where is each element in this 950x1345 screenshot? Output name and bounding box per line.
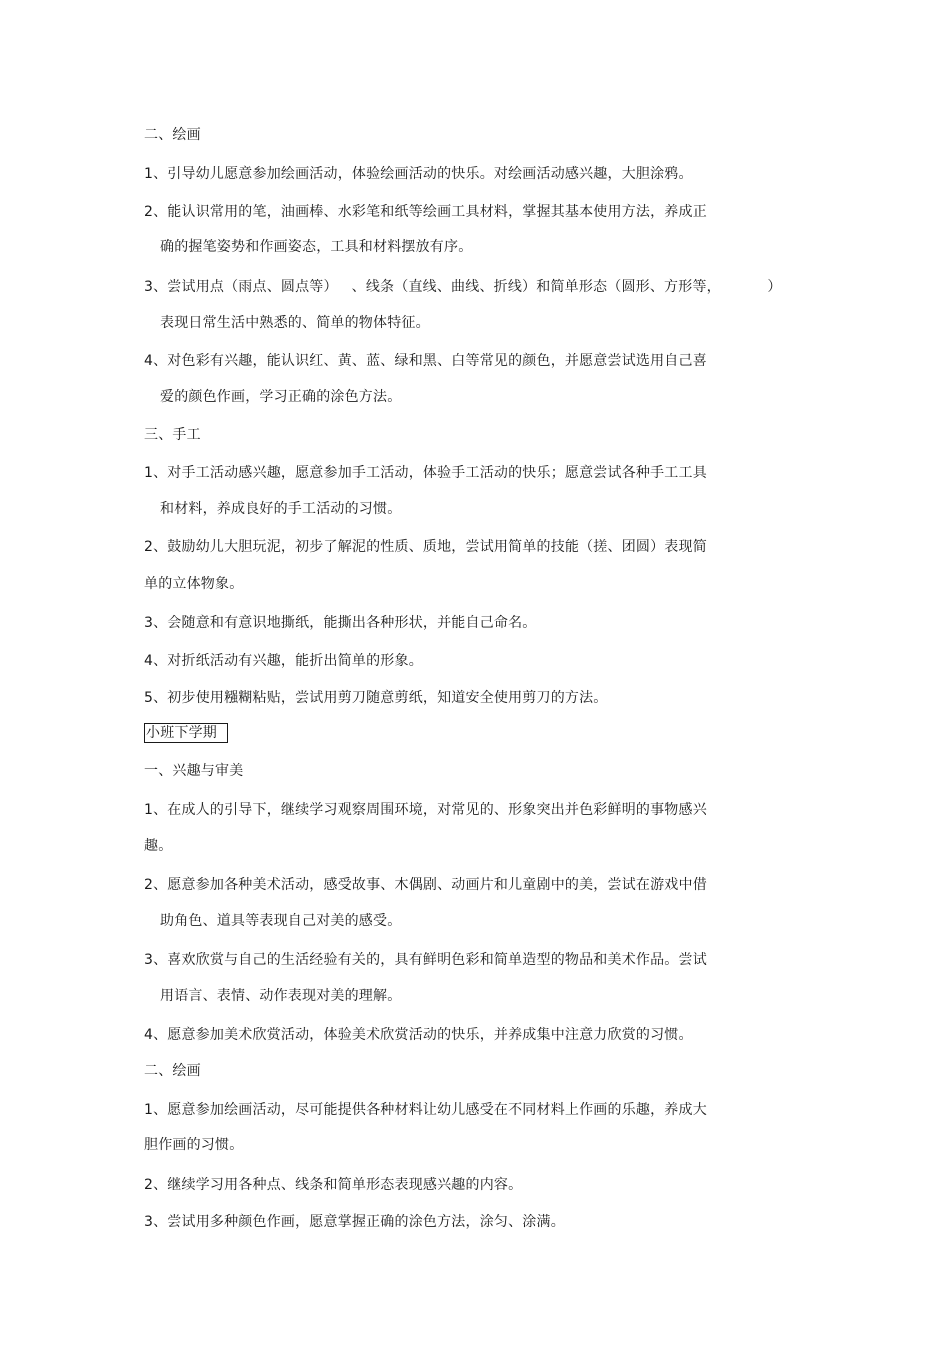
paragraph-line: 4、对色彩有兴趣，能认识红、黄、蓝、绿和黑、白等常见的颜色，并愿意尝试选用自己喜 (144, 353, 707, 369)
section-heading-drawing-2: 二、绘画 (144, 1063, 201, 1079)
paragraph-line-continued: 表现日常生活中熟悉的、简单的物体特征。 (160, 315, 430, 331)
paragraph-line-continued: 单的立体物象。 (144, 576, 244, 592)
paragraph-line: 1、愿意参加绘画活动，尽可能提供各种材料让幼儿感受在不同材料上作画的乐趣，养成大 (144, 1102, 707, 1118)
paragraph-line-continued: 爱的颜色作画，学习正确的涂色方法。 (160, 389, 402, 405)
section-heading-drawing: 二、绘画 (144, 127, 201, 143)
paragraph-line: 2、继续学习用各种点、线条和简单形态表现感兴趣的内容。 (144, 1177, 523, 1193)
paragraph-line: 4、对折纸活动有兴趣，能折出简单的形象。 (144, 653, 423, 669)
paragraph-line: 2、愿意参加各种美术活动，感受故事、木偶剧、动画片和儿童剧中的美，尝试在游戏中借 (144, 877, 707, 893)
paragraph-line: 2、鼓励幼儿大胆玩泥，初步了解泥的性质、质地，尝试用简单的技能（搓、团圆）表现简 (144, 539, 707, 555)
paragraph-line: 1、在成人的引导下，继续学习观察周围环境，对常见的、形象突出并色彩鲜明的事物感兴 (144, 802, 707, 818)
paragraph-line: 1、引导幼儿愿意参加绘画活动，体验绘画活动的快乐。对绘画活动感兴趣，大胆涂鸦。 (144, 166, 693, 182)
semester-heading-box: 小班下学期 (144, 723, 228, 743)
paragraph-line-continued: 和材料，养成良好的手工活动的习惯。 (160, 501, 402, 517)
paragraph-line-continued: 用语言、表情、动作表现对美的理解。 (160, 988, 402, 1004)
paragraph-line: 3、喜欢欣赏与自己的生活经验有关的，具有鲜明色彩和简单造型的物品和美术作品。尝试 (144, 952, 707, 968)
paragraph-line: 3、会随意和有意识地撕纸，能撕出各种形状，并能自己命名。 (144, 615, 537, 631)
paragraph-line: 1、对手工活动感兴趣，愿意参加手工活动，体验手工活动的快乐；愿意尝试各种手工工具 (144, 465, 707, 481)
paragraph-line: 3、尝试用多种颜色作画，愿意掌握正确的涂色方法，涂匀、涂满。 (144, 1214, 565, 1230)
section-heading-interest: 一、兴趣与审美 (144, 763, 244, 779)
paragraph-line-continued: 趣。 (144, 838, 173, 854)
paragraph-line: 3、尝试用点（雨点、圆点等） 、线条（直线、曲线、折线）和简单形态（圆形、方形等， ） (144, 279, 782, 295)
paragraph-line: 2、能认识常用的笔，油画棒、水彩笔和纸等绘画工具材料，掌握其基本使用方法，养成正 (144, 204, 707, 220)
paragraph-line-continued: 胆作画的习惯。 (144, 1137, 244, 1153)
paragraph-line: 5、初步使用糨糊粘贴，尝试用剪刀随意剪纸，知道安全使用剪刀的方法。 (144, 690, 608, 706)
section-heading-handcraft: 三、手工 (144, 427, 201, 443)
paragraph-line-continued: 确的握笔姿势和作画姿态，工具和材料摆放有序。 (160, 239, 473, 255)
paragraph-line: 4、愿意参加美术欣赏活动，体验美术欣赏活动的快乐，并养成集中注意力欣赏的习惯。 (144, 1027, 693, 1043)
paragraph-line-continued: 助角色、道具等表现自己对美的感受。 (160, 913, 402, 929)
